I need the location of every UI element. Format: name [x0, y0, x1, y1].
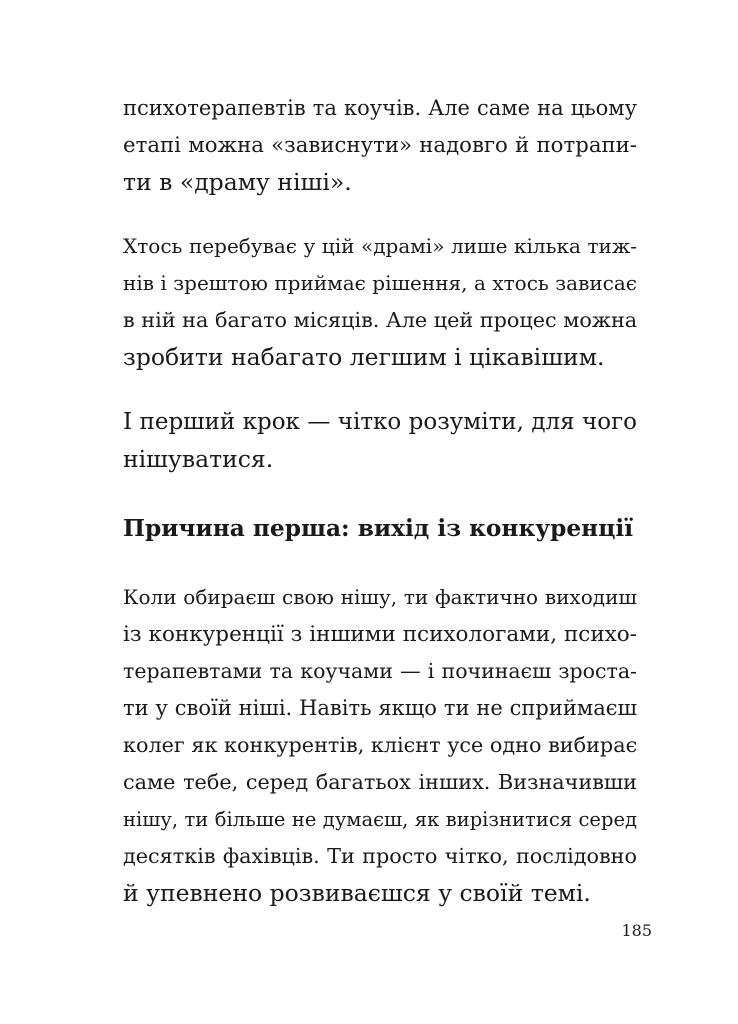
text-line: терапевтами та коучами — і починаєш зроста-: [123, 659, 637, 683]
paragraph-3: [123, 404, 637, 478]
heading-text: Причина перша: вихід із конкуренції: [123, 515, 634, 542]
text-line: зробити набагато легшим і цікавішим.: [123, 343, 605, 371]
text-line: Коли обираєш свою нішу, ти фактично виходиш: [123, 585, 637, 609]
text-line: етапі можна «зависнути» надовго й потрапи-: [123, 133, 637, 158]
text-line: колег як конкурентів, клієнт усе одно вибирає: [123, 733, 638, 757]
text-line: в ній на багато місяців. Але цей процес можна: [123, 308, 638, 332]
text-line: із конкуренції з іншими психологами, психо-: [123, 622, 637, 647]
paragraph-4: [123, 579, 637, 912]
text-line: ти у своїй ніші. Навіть якщо ти не сприймаєш: [123, 696, 637, 720]
paragraph-2: [123, 228, 637, 376]
text-line: ти в «драму ніші».: [123, 168, 352, 196]
text-line: десятків фахівців. Ти просто чітко, послідовно: [123, 844, 637, 868]
text-line: психотерапевтів та коучів. Але саме на цьому: [123, 96, 637, 120]
text-line: саме тебе, серед багатьох інших. Визначивши: [123, 770, 637, 794]
text-line: й упевнено розвиваєшся у своїй темі.: [123, 879, 591, 907]
paragraph-1: [123, 90, 637, 201]
text-line: нів і зрештою приймає рішення, а хтось зависає: [123, 271, 637, 295]
section-heading: [123, 510, 637, 547]
text-line: І перший крок — чітко розуміти, для чого: [123, 409, 637, 435]
text-line: нішу, ти більше не думаєш, як вирізнитися серед: [123, 808, 637, 831]
text-line: Хтось перебуває у цій «драмі» лише кілька тиж-: [123, 234, 637, 258]
text-line: нішуватися.: [123, 445, 274, 473]
page-number: 185: [621, 921, 652, 940]
